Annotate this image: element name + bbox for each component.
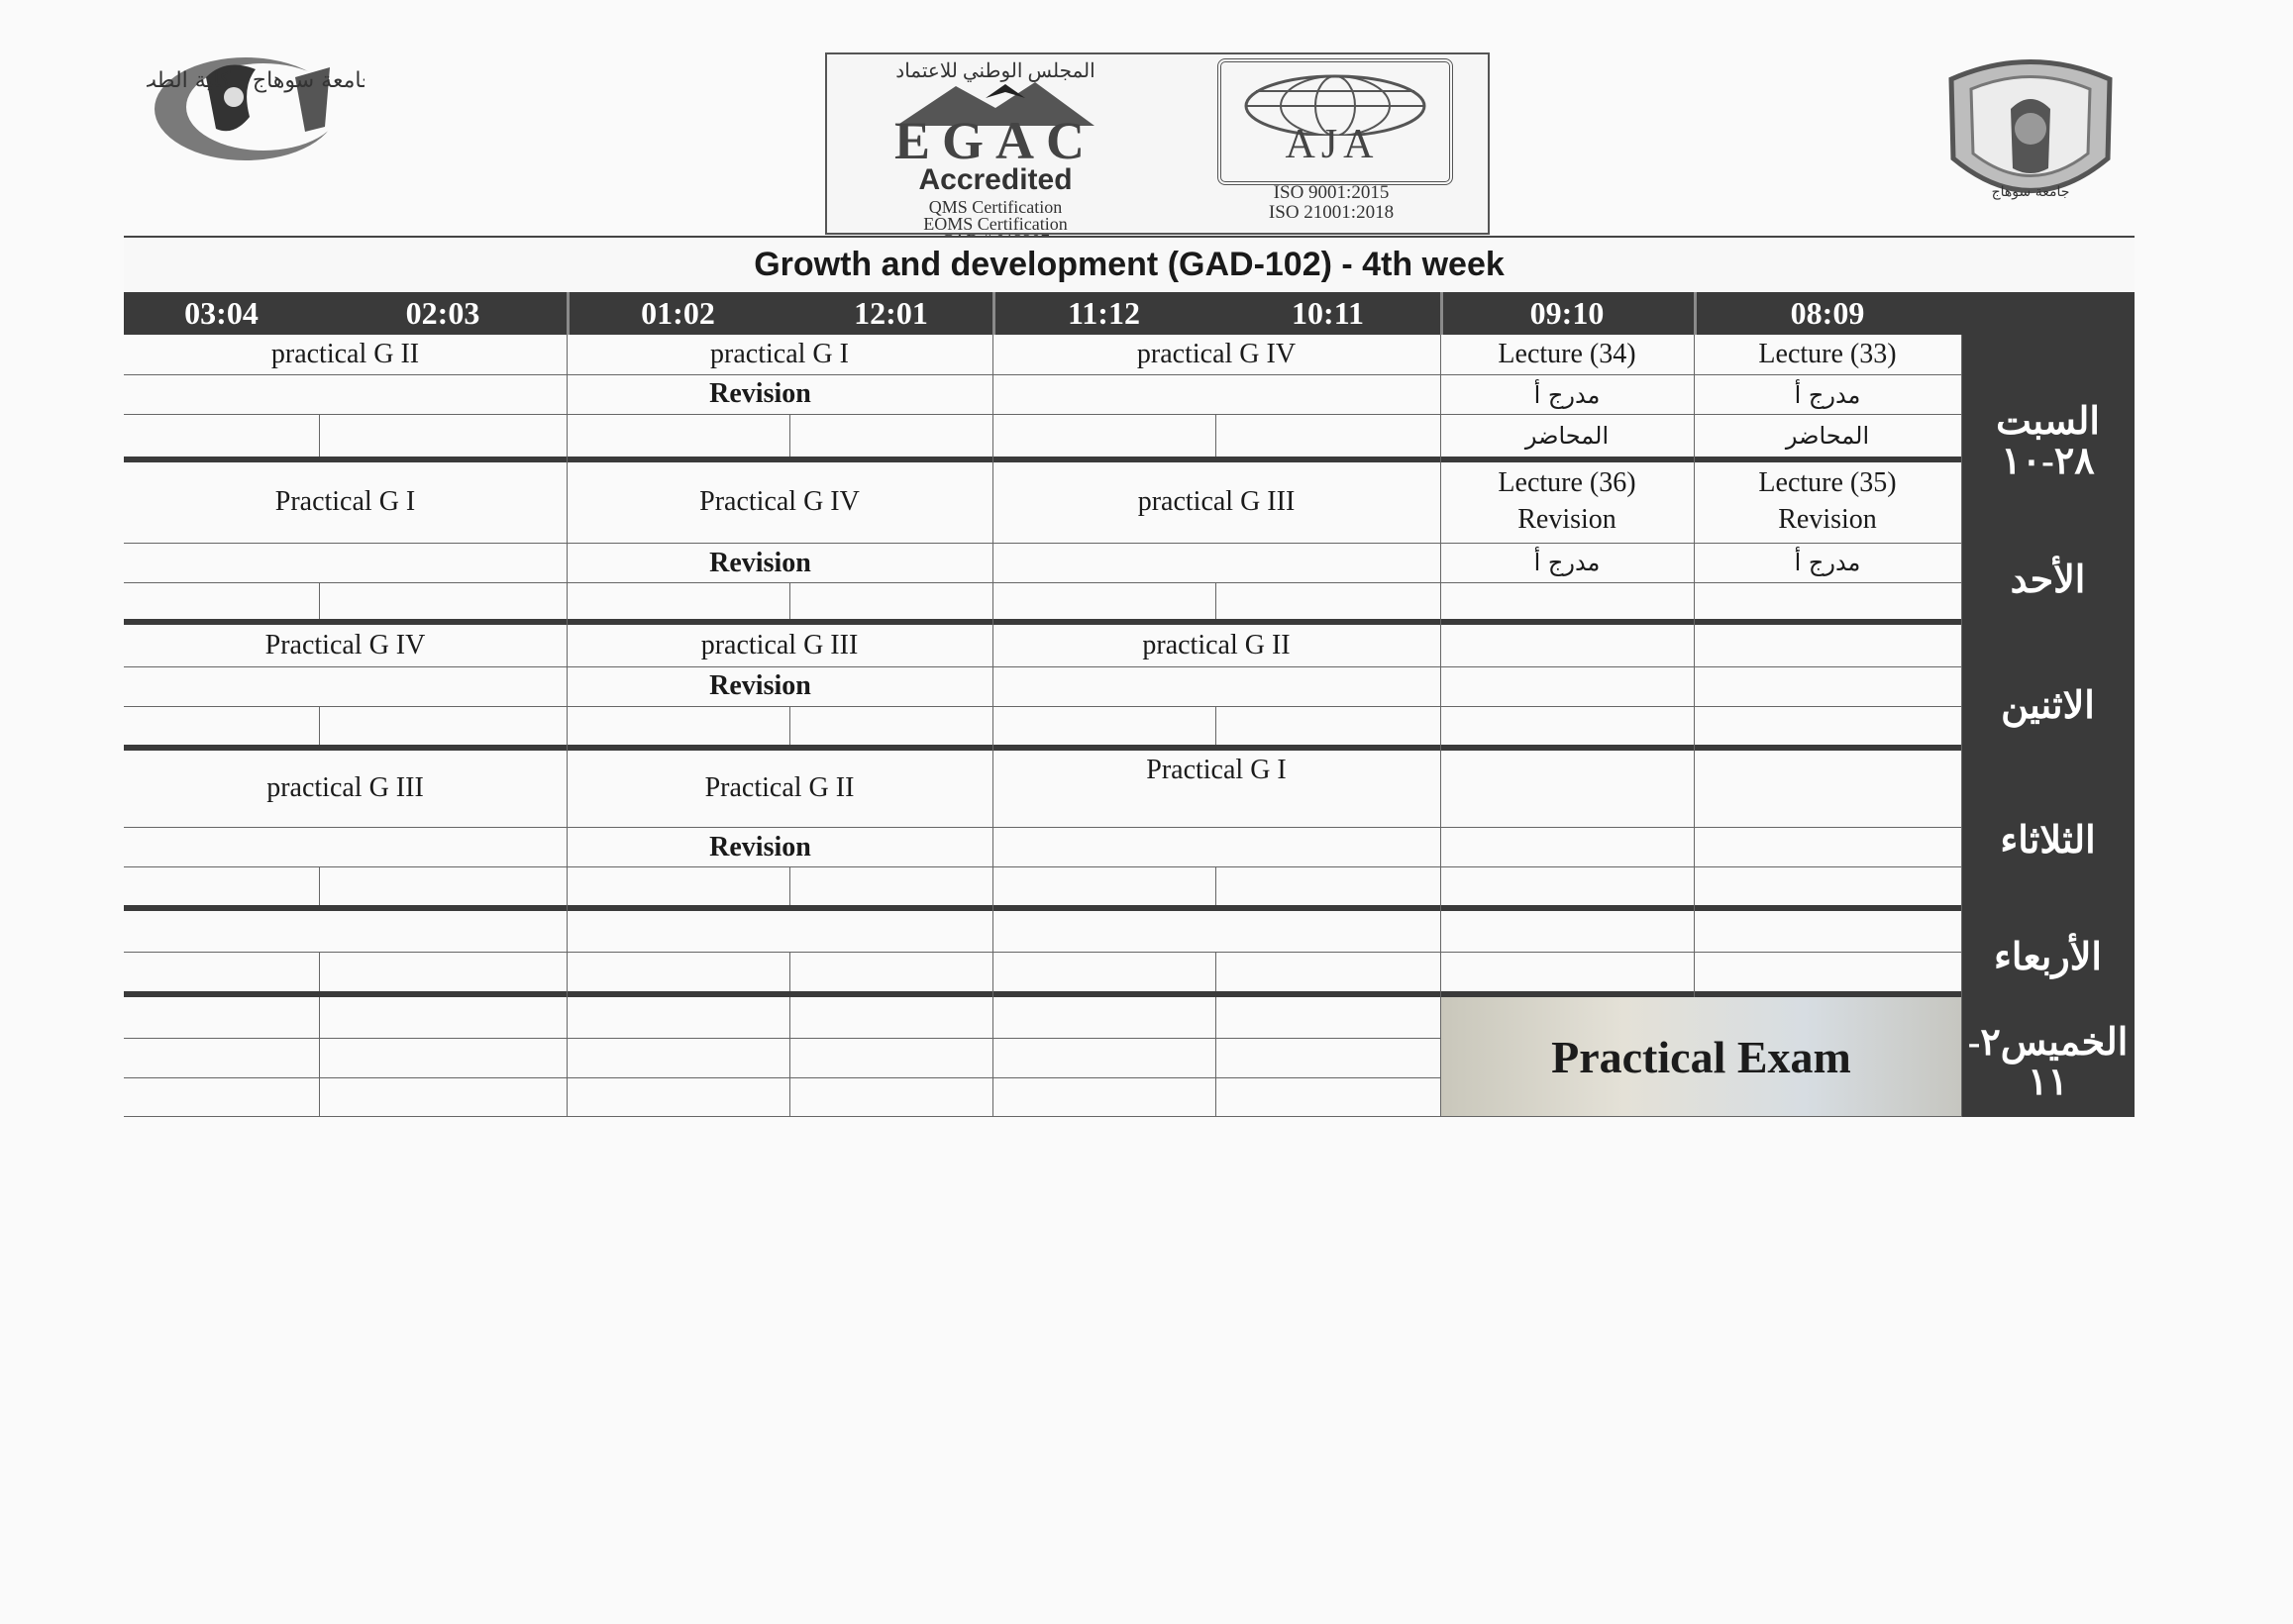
col-line xyxy=(319,706,320,745)
col-line xyxy=(1215,414,1216,457)
time-header-row xyxy=(124,292,1961,335)
col-line xyxy=(1215,952,1216,991)
day-separator xyxy=(124,905,1961,911)
time-slot-header: 09:10 xyxy=(1529,295,1605,331)
university-logo-left xyxy=(147,48,365,166)
accreditation-box xyxy=(825,52,1490,235)
row-line xyxy=(124,706,1961,707)
sat-revision: Revision xyxy=(709,378,811,409)
aja-iso-2: ISO 21001:2018 xyxy=(1268,202,1395,223)
sat-staff-a: المحاضر xyxy=(1524,422,1610,450)
day-label-tue: الثلاثاء xyxy=(2000,820,2096,862)
day-date-thu: ١١ xyxy=(2028,1062,2068,1103)
day-label-thu: الخميس٢- xyxy=(1967,1022,2129,1064)
egac-cert-2: EOMS Certification xyxy=(923,214,1068,234)
mon-practical-2: practical G III xyxy=(700,630,859,660)
row-line xyxy=(124,414,1961,415)
tue-revision: Revision xyxy=(709,832,811,863)
mon-revision: Revision xyxy=(709,670,811,701)
time-slot-header: 02:03 xyxy=(405,295,480,331)
col-line xyxy=(567,335,568,1117)
time-slot-header: 11:12 xyxy=(1068,295,1140,331)
day-separator xyxy=(124,619,1961,625)
right-logo-text: جامعة سوهاج xyxy=(1991,184,2070,200)
row-line xyxy=(124,1038,1440,1039)
sun-lecture-b-note: Revision xyxy=(1778,504,1877,535)
schedule-title: Growth and development (GAD-102) - 4th week xyxy=(124,236,2135,294)
row-line xyxy=(124,582,1961,583)
day-separator xyxy=(124,745,1961,751)
tue-practical-2: Practical G II xyxy=(704,772,855,803)
col-line xyxy=(789,414,790,457)
row-line xyxy=(124,543,1961,544)
sun-hall-b: مدرج أ xyxy=(1794,549,1861,576)
header-divider xyxy=(992,292,995,335)
day-separator xyxy=(124,457,1961,462)
university-logo-right xyxy=(1931,50,2130,218)
col-line xyxy=(789,997,790,1117)
time-slot-header: 12:01 xyxy=(854,295,928,331)
col-line xyxy=(789,706,790,745)
col-line xyxy=(1215,582,1216,619)
col-line xyxy=(319,866,320,905)
sun-practical-1: Practical G I xyxy=(274,486,416,517)
egac-status: Accredited xyxy=(918,163,1073,196)
mon-practical-1: Practical G IV xyxy=(264,630,426,660)
time-slot-header: 10:11 xyxy=(1292,295,1364,331)
thu-practical-exam: Practical Exam xyxy=(1441,997,1961,1116)
col-line xyxy=(319,952,320,991)
time-slot-header: 01:02 xyxy=(641,295,715,331)
row-line xyxy=(124,866,1961,867)
egac-arabic-name: المجلس الوطني للاعتماد xyxy=(895,60,1095,82)
tue-practical-1: practical G III xyxy=(266,772,424,803)
day-column xyxy=(1961,292,2135,1117)
sun-practical-3: practical G III xyxy=(1137,486,1296,517)
sat-lecture-b: Lecture (33) xyxy=(1758,339,1897,369)
day-label-sun: الأحد xyxy=(2010,559,2086,601)
col-line xyxy=(789,866,790,905)
col-line xyxy=(1215,866,1216,905)
mon-practical-3: practical G II xyxy=(1142,630,1291,660)
day-date-sat: ٢٨-١٠ xyxy=(2001,441,2095,482)
schedule-table xyxy=(124,236,2135,1117)
sat-hall-b: مدرج أ xyxy=(1794,381,1861,409)
sat-practical-3: practical G IV xyxy=(1136,339,1297,369)
day-label-wed: الأربعاء xyxy=(1994,937,2102,978)
col-line xyxy=(1961,335,1962,1117)
col-line xyxy=(319,997,320,1117)
sat-lecture-a: Lecture (34) xyxy=(1498,339,1636,369)
col-line xyxy=(992,335,993,1117)
egac-name: EGAC xyxy=(893,111,1096,170)
row-line xyxy=(124,827,1961,828)
sat-hall-a: مدرج أ xyxy=(1533,381,1601,409)
col-line xyxy=(319,414,320,457)
aja-iso-1: ISO 9001:2015 xyxy=(1273,182,1390,203)
row-line xyxy=(124,1116,1961,1117)
col-line xyxy=(1215,997,1216,1117)
time-slot-header: 08:09 xyxy=(1790,295,1865,331)
sat-staff-b: المحاضر xyxy=(1785,422,1870,450)
header-divider xyxy=(1694,292,1697,335)
col-line xyxy=(789,952,790,991)
sun-practical-2: Practical G IV xyxy=(699,486,860,517)
row-line xyxy=(124,952,1961,953)
time-slot-header: 03:04 xyxy=(184,295,259,331)
col-line xyxy=(319,582,320,619)
aja-name: AJA xyxy=(1285,122,1380,167)
sun-revision: Revision xyxy=(709,548,811,578)
col-line xyxy=(789,582,790,619)
col-line xyxy=(1215,706,1216,745)
sun-lecture-a: Lecture (36) xyxy=(1498,467,1636,498)
schedule-grid xyxy=(124,335,1961,1117)
sat-practical-1: practical G II xyxy=(270,339,420,369)
left-logo-text: جامعة سوهاج - كلية الطب xyxy=(147,68,365,93)
header-divider xyxy=(567,292,570,335)
sun-lecture-a-note: Revision xyxy=(1517,504,1616,535)
day-label-sat: السبت xyxy=(1996,401,2100,443)
sun-hall-a: مدرج أ xyxy=(1533,549,1601,576)
row-line xyxy=(124,666,1961,667)
sat-practical-2: practical G I xyxy=(710,339,849,369)
sun-lecture-b: Lecture (35) xyxy=(1758,467,1897,498)
day-label-mon: الاثنين xyxy=(2001,685,2095,727)
row-line xyxy=(124,374,1961,375)
row-line xyxy=(124,1077,1440,1078)
egac-cert-1: QMS Certification xyxy=(928,197,1063,217)
header-divider xyxy=(1440,292,1443,335)
tue-practical-3: Practical G I xyxy=(1146,755,1287,785)
